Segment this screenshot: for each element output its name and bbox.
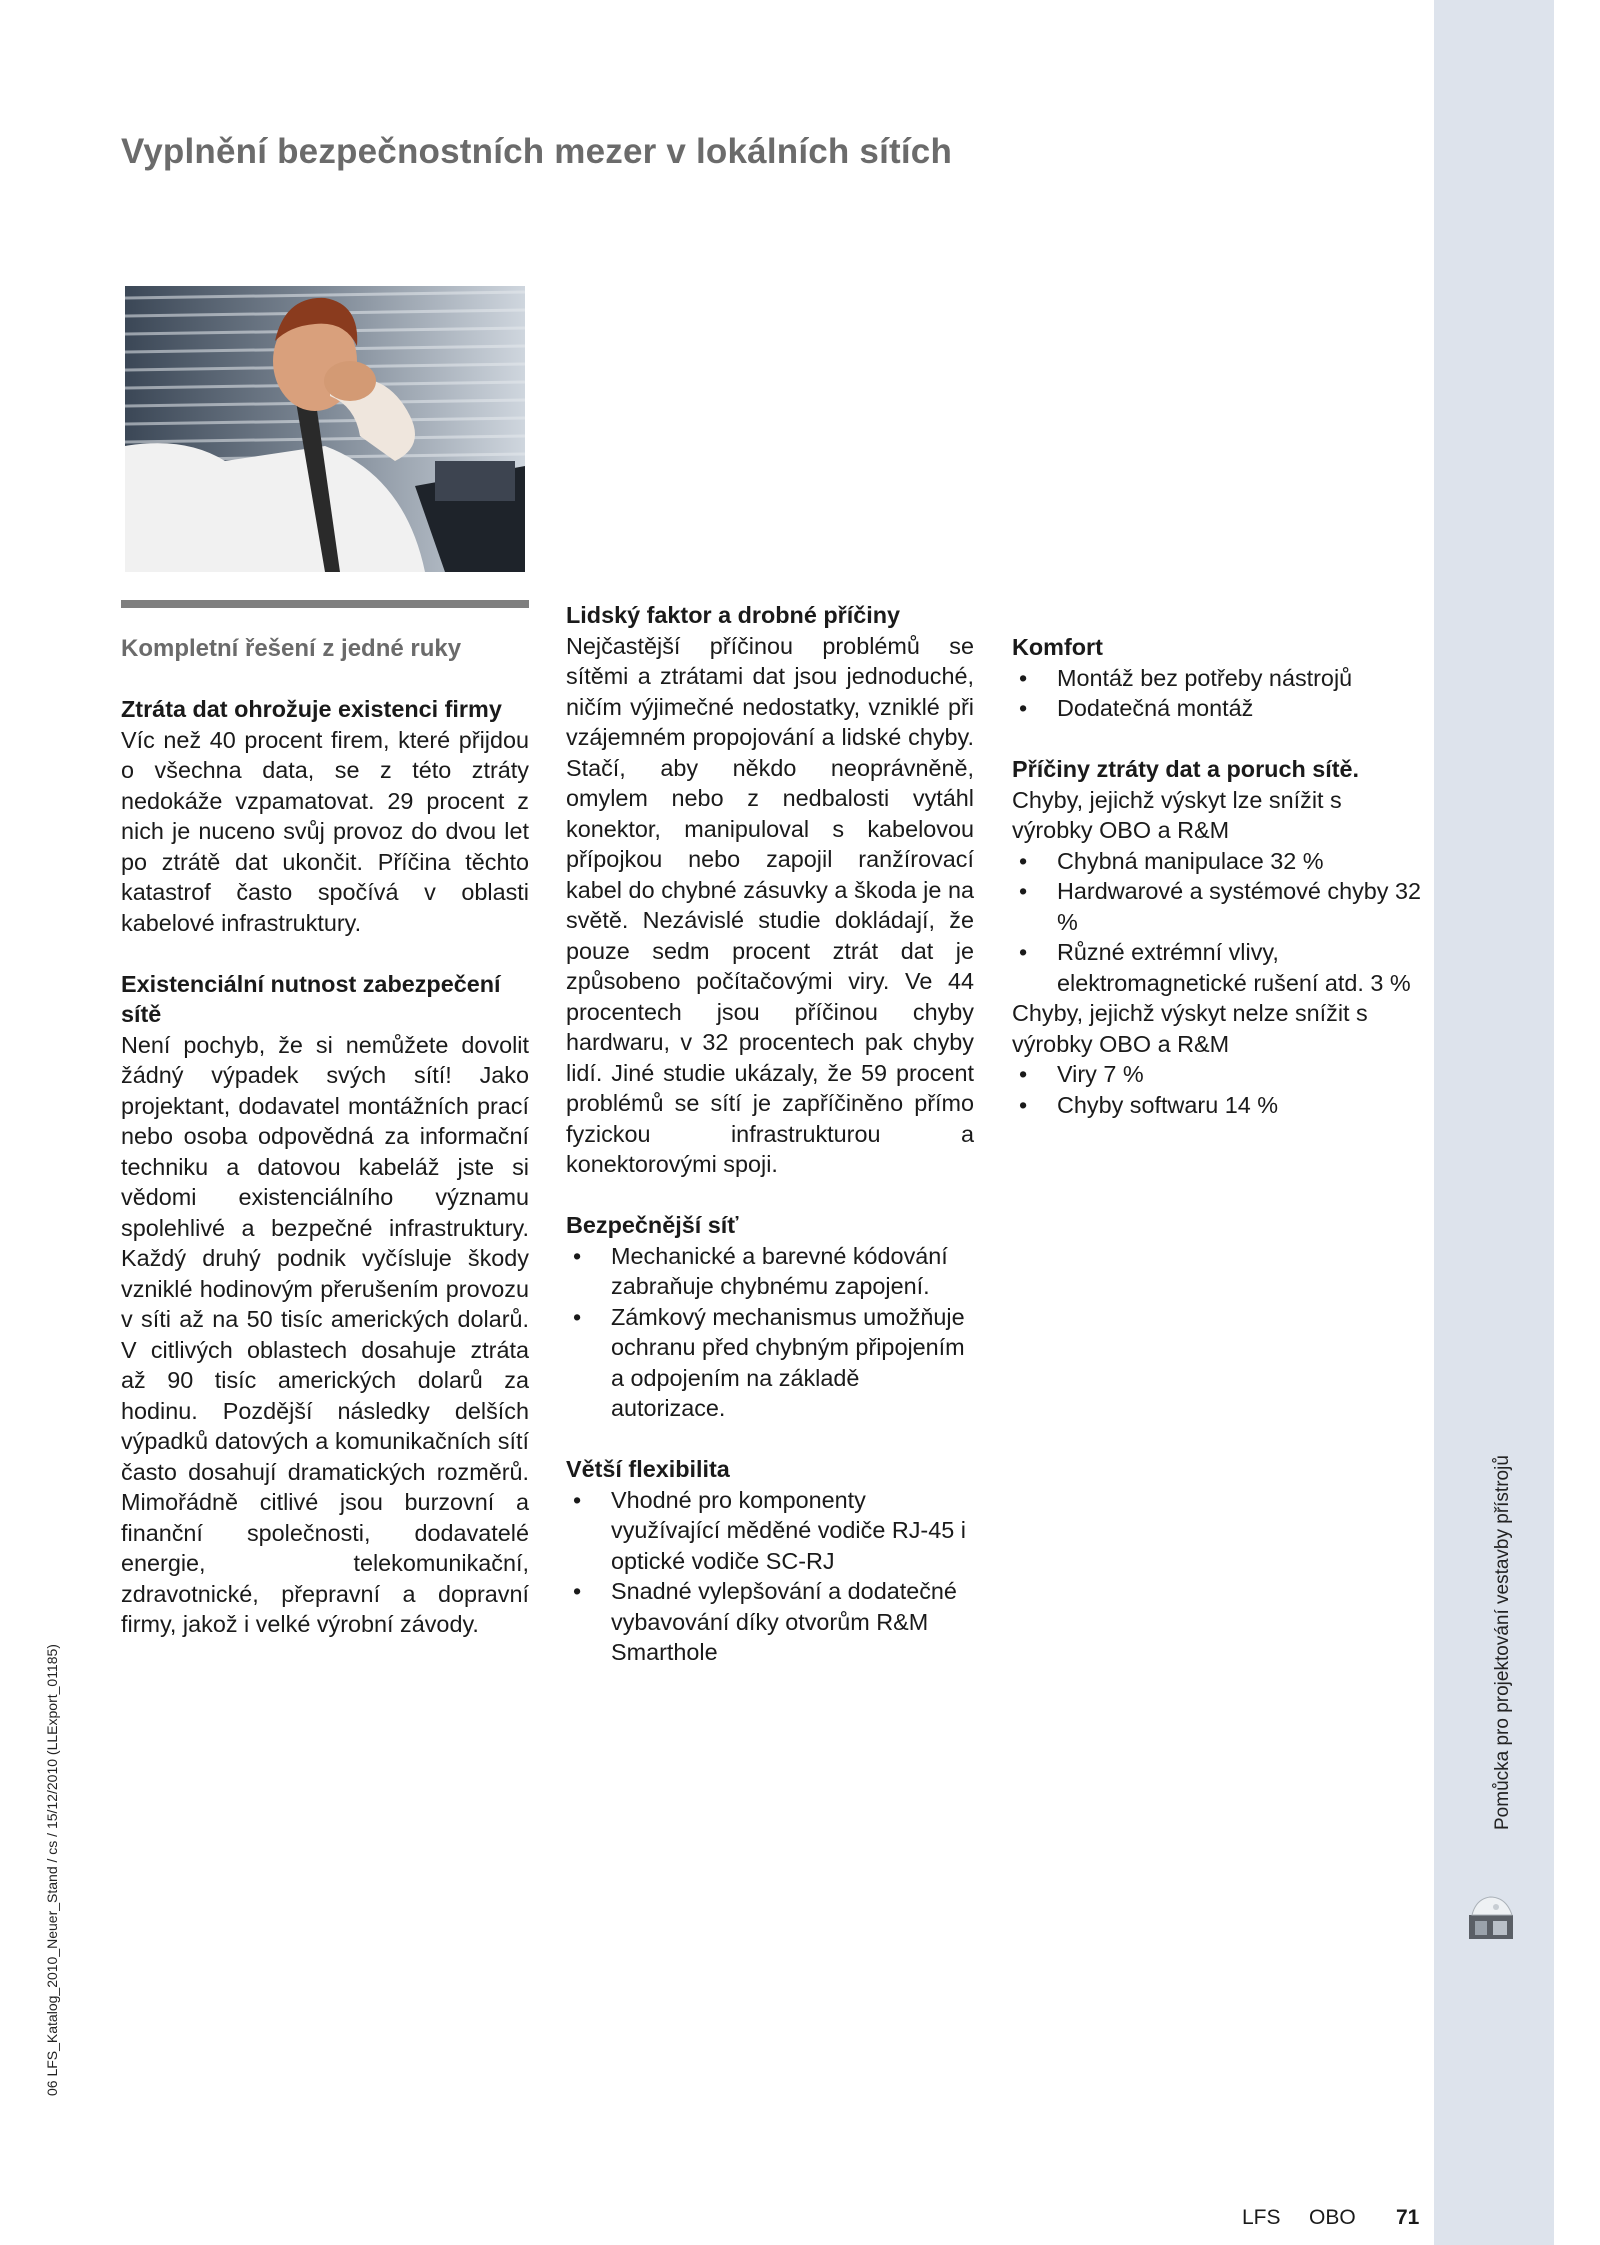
list-item: • Mechanické a barevné kódování zabraňuje chybnému zapojení. <box>566 1241 974 1302</box>
list-item: • Vhodné pro komponenty využívající měděné vodiče RJ-45 i optické vodiče SC-RJ <box>566 1485 974 1577</box>
page-number: 71 <box>1396 2206 1420 2229</box>
heading-causes: Příčiny ztráty dat a poruch sítě. <box>1012 756 1360 782</box>
list-item: • Zámkový mechanismus umožňuje ochranu před chybným připojením a odpojením na základě autorizace. <box>566 1302 974 1424</box>
list-item: • Dodatečná montáž <box>1012 693 1427 724</box>
list-reducible-causes <box>1012 846 1427 999</box>
page-title: Vyplnění bezpečnostních mezer v lokálních sítích <box>121 132 953 171</box>
heading-network-security-need: Existenciální nutnost zabezpečení sítě <box>121 970 501 1027</box>
footer-brand: OBO <box>1309 2206 1356 2229</box>
sidebar-section-label: Pomůcka pro projektování vestavby přístrojů <box>1492 1455 1513 1830</box>
section-rule <box>121 600 529 608</box>
list-item: • Montáž bez potřeby nástrojů <box>1012 663 1427 694</box>
list-item: • Snadné vylepšování a dodatečné vybavování díky otvorům R&M Smarthole <box>566 1576 974 1668</box>
list-non-reducible-causes <box>1012 1059 1427 1120</box>
paragraph-network-security-need: Není pochyb, že si nemůžete dovolit žádný výpadek svých sítí! Jako projektant, dodavatel montážních prací nebo osoba odpovědná za informační techniku a datovou kabeláž jste si vědomi existenciálního významu spolehlivé a bezpečné infrastruktury. Každý druhý podnik vyčísluje škody vzniklé hodinovým přerušením provozu v síti až na 50 tisíc amerických dolarů. V citlivých oblastech dosahuje ztráta až 90 tisíc amerických dolarů za hodinu. Pozdější následky delších výpadků datových a komunikačních sítí často dosahují dramatických rozměrů. Mimořádně citlivé jsou burzovní a finanční společnosti, dodavatelé energie, telekomunikační, zdravotnické, přepravní a dopravní firmy, jakož i velké výrobní závody. <box>121 1031 529 1637</box>
paragraph-non-reducible-causes: Chyby, jejichž výskyt nelze snížit s výrobky OBO a R&M <box>1012 1000 1368 1057</box>
list-item: • Hardwarové a systémové chyby 32 % <box>1012 876 1427 937</box>
list-flexibility <box>566 1485 974 1668</box>
section-subheading: Kompletní řešení z jedné ruky <box>121 635 462 662</box>
paragraph-reducible-causes: Chyby, jejichž výskyt lze snížit s výrobky OBO a R&M <box>1012 786 1342 843</box>
column-middle <box>566 600 974 1668</box>
heading-flexibility: Větší flexibilita <box>566 1456 730 1482</box>
column-right <box>1012 632 1427 1120</box>
list-safer-network <box>566 1241 974 1424</box>
column-left <box>121 600 529 1640</box>
paragraph-human-factor: Nejčastější příčinou problémů se sítěmi a ztrátami dat jsou jednoduché, ničím výjimečné nedostatky, vzniklé při vzájemném propojování a lidské chyby. Stačí, aby někdo neoprávněně, omylem nebo z nedbalosti vytáhl konektor, manipuloval s kabelovou přípojkou nebo zapojil ranžírovací kabel do chybné zásuvky a škoda je na světě. Nezávislé studie dokládají, že pouze sedm procent ztrát dat je způsobeno počítačovými viry. Ve 44 procentech jsou příčinou chyby hardwaru, v 32 procentech pak chyby lidí. Jiné studie ukázaly, že 59 procent problémů se sítí je zapříčiněno přímo fyzickou infrastrukturou a konektorovými spoji. <box>566 632 974 1177</box>
list-item: • Různé extrémní vlivy, elektromagnetické rušení atd. 3 % <box>1012 937 1427 998</box>
man-at-desk-photo <box>125 286 525 572</box>
paragraph-data-loss: Víc než 40 procent firem, které přijdou o všechna data, se z této ztráty nedokáže vzpamatovat. 29 procent z nich je nuceno svůj provoz do dvou let po ztrátě dat ukončit. Příčina těchto katastrof často spočívá v oblasti kabelové infrastruktury. <box>121 726 529 936</box>
heading-data-loss: Ztráta dat ohrožuje existenci firmy <box>121 696 502 722</box>
floor-box-icon <box>1466 1893 1516 1943</box>
list-item: • Chyby softwaru 14 % <box>1012 1090 1427 1121</box>
list-item: • Viry 7 % <box>1012 1059 1427 1090</box>
heading-human-factor: Lidský faktor a drobné příčiny <box>566 602 901 628</box>
document-reference: 06 LFS_Katalog_2010_Neuer_Stand / cs / 15/12/2010 (LLExport_01185) <box>44 1644 60 2096</box>
footer-product-line: LFS <box>1242 2206 1281 2229</box>
heading-safer-network: Bezpečnější síť <box>566 1212 739 1238</box>
list-item: • Chybná manipulace 32 % <box>1012 846 1427 877</box>
list-comfort <box>1012 663 1427 724</box>
heading-comfort: Komfort <box>1012 634 1103 660</box>
